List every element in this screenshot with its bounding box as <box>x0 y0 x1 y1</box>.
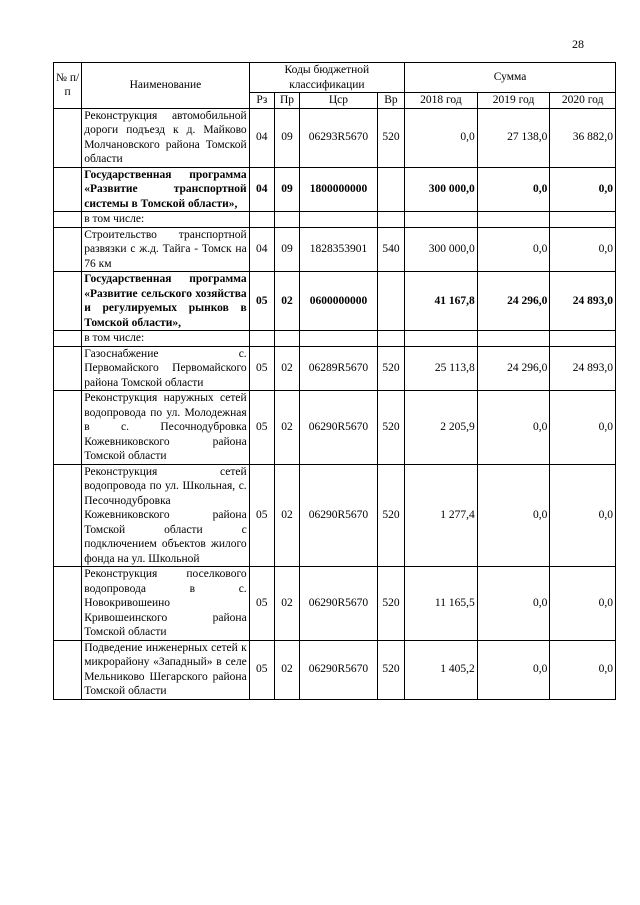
row-name: в том числе: <box>82 212 249 228</box>
row-rz: 04 <box>249 227 274 272</box>
row-vr: 520 <box>377 567 404 641</box>
header-rz: Рз <box>249 93 274 109</box>
row-vr: 520 <box>377 391 404 465</box>
row-csr: 06293R5670 <box>300 108 378 167</box>
row-2020: 0,0 <box>550 464 616 567</box>
row-rz: 05 <box>249 391 274 465</box>
row-rz: 05 <box>249 346 274 391</box>
row-num <box>54 567 82 641</box>
row-2020: 0,0 <box>550 640 616 699</box>
row-num <box>54 464 82 567</box>
page-number: 28 <box>572 37 584 51</box>
row-2019: 0,0 <box>477 464 550 567</box>
header-2020: 2020 год <box>550 93 616 109</box>
row-vr: 520 <box>377 640 404 699</box>
table-row <box>54 464 616 567</box>
row-2018: 2 205,9 <box>405 391 478 465</box>
budget-table <box>53 62 616 700</box>
header-pr: Пр <box>274 93 299 109</box>
row-name: Государственная программа «Развитие сельского хозяйства и регулируемых рынков в Томской области», <box>82 272 249 331</box>
row-num <box>54 272 82 331</box>
header-sum: Сумма <box>405 63 616 93</box>
table-row <box>54 167 616 212</box>
table-row <box>54 227 616 272</box>
row-num <box>54 640 82 699</box>
row-2019: 24 296,0 <box>477 346 550 391</box>
row-num <box>54 227 82 272</box>
table-row <box>54 108 616 167</box>
row-csr: 0600000000 <box>300 272 378 331</box>
row-2019: 0,0 <box>477 640 550 699</box>
row-2018: 1 405,2 <box>405 640 478 699</box>
row-2018: 300 000,0 <box>405 167 478 212</box>
row-vr: 540 <box>377 227 404 272</box>
row-csr: 06290R5670 <box>300 391 378 465</box>
row-num <box>54 331 82 347</box>
row-vr <box>377 167 404 212</box>
row-pr: 09 <box>274 227 299 272</box>
row-num <box>54 108 82 167</box>
row-rz: 05 <box>249 567 274 641</box>
table-row <box>54 640 616 699</box>
row-num <box>54 212 82 228</box>
row-pr: 02 <box>274 567 299 641</box>
row-2019: 0,0 <box>477 567 550 641</box>
row-name: Реконструкция наружных сетей водопровода по ул. Молодежная в с. Песочнодубровка Кожевниковского района Томской области <box>82 391 249 465</box>
row-2018: 300 000,0 <box>405 227 478 272</box>
row-pr: 02 <box>274 272 299 331</box>
row-2018: 1 277,4 <box>405 464 478 567</box>
row-name: Реконструкция сетей водопровода по ул. Школьная, с. Песочнодубровка Кожевниковского района Томской области с подключением объектов жилого фонда на ул. Школьной <box>82 464 249 567</box>
row-pr: 02 <box>274 640 299 699</box>
row-num <box>54 167 82 212</box>
table-row <box>54 272 616 331</box>
row-vr: 520 <box>377 464 404 567</box>
row-pr: 02 <box>274 391 299 465</box>
row-2020: 0,0 <box>550 567 616 641</box>
table-row <box>54 567 616 641</box>
row-2020: 24 893,0 <box>550 272 616 331</box>
row-name: Строительство транспортной развязки с ж.д. Тайга - Томск на 76 км <box>82 227 249 272</box>
table-row <box>54 331 616 347</box>
header-2018: 2018 год <box>405 93 478 109</box>
row-csr: 06290R5670 <box>300 464 378 567</box>
row-2020: 0,0 <box>550 227 616 272</box>
row-name: Подведение инженерных сетей к микрорайону «Западный» в селе Мельниково Шегарского района Томской области <box>82 640 249 699</box>
row-2020: 0,0 <box>550 391 616 465</box>
row-rz: 04 <box>249 108 274 167</box>
table-row <box>54 212 616 228</box>
row-2019: 27 138,0 <box>477 108 550 167</box>
row-2020: 24 893,0 <box>550 346 616 391</box>
row-vr: 520 <box>377 108 404 167</box>
row-name: в том числе: <box>82 331 249 347</box>
row-2019: 0,0 <box>477 391 550 465</box>
header-vr: Вр <box>377 93 404 109</box>
row-csr: 06290R5670 <box>300 567 378 641</box>
row-csr: 1800000000 <box>300 167 378 212</box>
row-2018: 41 167,8 <box>405 272 478 331</box>
row-pr: 09 <box>274 167 299 212</box>
row-csr: 1828353901 <box>300 227 378 272</box>
row-rz: 05 <box>249 272 274 331</box>
row-2018: 0,0 <box>405 108 478 167</box>
row-2020: 36 882,0 <box>550 108 616 167</box>
row-vr <box>377 272 404 331</box>
row-2019: 0,0 <box>477 227 550 272</box>
row-vr: 520 <box>377 346 404 391</box>
row-2019: 24 296,0 <box>477 272 550 331</box>
row-name: Реконструкция автомобильной дороги подъезд к д. Майково Молчановского района Томской области <box>82 108 249 167</box>
row-pr: 02 <box>274 464 299 567</box>
row-name: Газоснабжение с. Первомайского Первомайского района Томской области <box>82 346 249 391</box>
row-2019: 0,0 <box>477 167 550 212</box>
header-2019: 2019 год <box>477 93 550 109</box>
row-rz: 04 <box>249 167 274 212</box>
table-row <box>54 391 616 465</box>
row-2018: 11 165,5 <box>405 567 478 641</box>
row-num <box>54 346 82 391</box>
row-pr: 02 <box>274 346 299 391</box>
row-2018: 25 113,8 <box>405 346 478 391</box>
row-num <box>54 391 82 465</box>
row-rz: 05 <box>249 464 274 567</box>
header-codes: Коды бюджетной классификации <box>249 63 404 93</box>
header-name: Наименование <box>82 63 249 109</box>
header-num: № п/п <box>54 63 82 109</box>
row-name: Реконструкция поселкового водопровода в с. Новокривошеино Кривошеинского района Томской области <box>82 567 249 641</box>
header-csr: Цср <box>300 93 378 109</box>
row-pr: 09 <box>274 108 299 167</box>
row-csr: 06289R5670 <box>300 346 378 391</box>
table-row <box>54 346 616 391</box>
row-2020: 0,0 <box>550 167 616 212</box>
row-rz: 05 <box>249 640 274 699</box>
row-csr: 06290R5670 <box>300 640 378 699</box>
row-name: Государственная программа «Развитие транспортной системы в Томской области», <box>82 167 249 212</box>
